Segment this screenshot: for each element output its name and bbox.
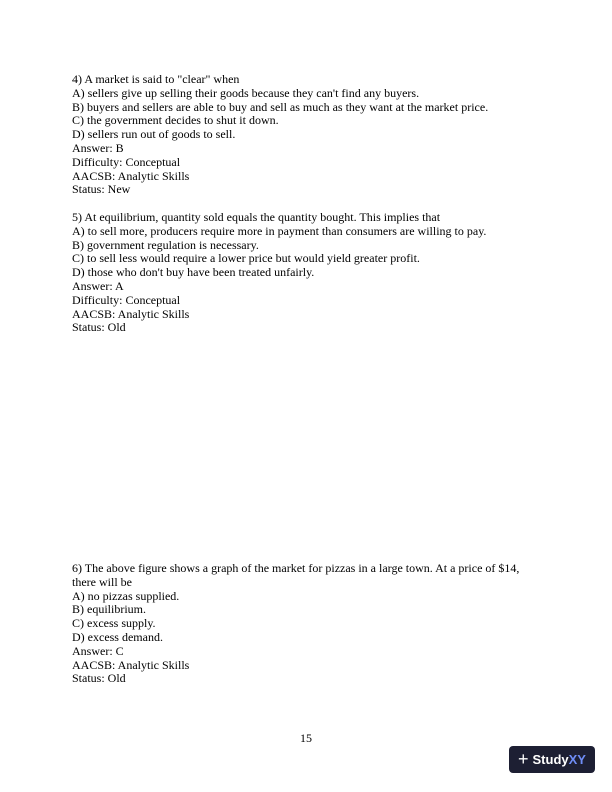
option-d: D) sellers run out of goods to sell. bbox=[72, 127, 236, 142]
answer: Answer: B bbox=[72, 140, 124, 155]
option-c: C) the government decides to shut it down. bbox=[72, 113, 279, 128]
question-6 bbox=[72, 562, 542, 686]
difficulty: Difficulty: Conceptual bbox=[72, 154, 181, 169]
option-a: A) sellers give up selling their goods because they can't find any buyers. bbox=[72, 85, 420, 100]
plus-icon: + bbox=[518, 748, 529, 769]
answer: Answer: A bbox=[72, 278, 124, 293]
question-stem: 5) At equilibrium, quantity sold equals the quantity bought. This implies that bbox=[72, 210, 441, 224]
difficulty: Difficulty: Conceptual bbox=[72, 292, 181, 307]
option-d: D) those who don't buy have been treated unfairly. bbox=[72, 265, 315, 280]
option-d: D) excess demand. bbox=[72, 629, 163, 644]
question-stem: 4) A market is said to "clear" when bbox=[72, 72, 240, 86]
status: Status: New bbox=[72, 182, 131, 197]
option-a: A) to sell more, producers require more in payment than consumers are willing to pay. bbox=[72, 223, 487, 238]
aacsb: AACSB: Analytic Skills bbox=[72, 306, 190, 321]
studyxy-badge[interactable] bbox=[509, 746, 595, 773]
brand-name: StudyXY bbox=[532, 752, 586, 767]
option-c: C) excess supply. bbox=[72, 616, 156, 631]
option-b: B) equilibrium. bbox=[72, 602, 146, 617]
answer: Answer: C bbox=[72, 643, 124, 658]
status: Status: Old bbox=[72, 320, 126, 335]
question-4 bbox=[72, 73, 542, 197]
option-b: B) buyers and sellers are able to buy and sell as much as they want at the market price. bbox=[72, 99, 489, 114]
aacsb: AACSB: Analytic Skills bbox=[72, 168, 190, 183]
status: Status: Old bbox=[72, 671, 126, 686]
question-5 bbox=[72, 211, 542, 335]
question-stem: 6) The above figure shows a graph of the market for pizzas in a large town. At a price of $14, there will be bbox=[72, 561, 520, 589]
aacsb: AACSB: Analytic Skills bbox=[72, 657, 190, 672]
option-c: C) to sell less would require a lower price but would yield greater profit. bbox=[72, 251, 420, 266]
page-number: 15 bbox=[300, 731, 312, 745]
option-a: A) no pizzas supplied. bbox=[72, 588, 180, 603]
option-b: B) government regulation is necessary. bbox=[72, 237, 259, 252]
